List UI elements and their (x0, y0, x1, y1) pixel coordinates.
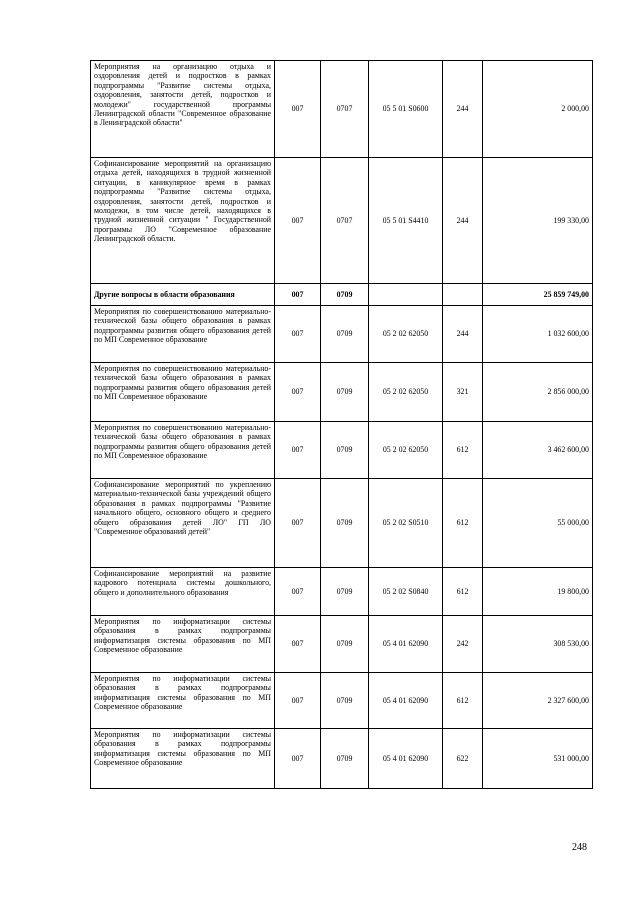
cell-expense-type: 612 (443, 568, 483, 616)
cell-amount: 199 330,00 (483, 158, 593, 284)
cell-target-code: 05 4 01 62090 (369, 673, 443, 729)
cell-description: Мероприятия по совершенствованию материально-технической базы общего образования в рамках подпрограммы развития общего образования детей по МП Современное образование (91, 363, 275, 422)
cell-grbs: 007 (275, 729, 321, 789)
cell-description: Мероприятия на организацию отдыха и оздоровления детей и подростков в рамках подпрограммы "Развитие системы отдыха, оздоровления, занятости детей, подростков и молодежи" государственной программы Ленинградской области "Современное образование в Ленинградской области" (91, 61, 275, 158)
cell-target-code: 05 2 02 S0510 (369, 479, 443, 568)
cell-description: Софинансирование мероприятий на развитие кадрового потенциала системы дошкольного, общего и дополнительного образования (91, 568, 275, 616)
table-row (91, 729, 593, 789)
cell-expense-type: 242 (443, 616, 483, 673)
cell-amount: 2 000,00 (483, 61, 593, 158)
cell-expense-type: 612 (443, 479, 483, 568)
cell-section-code: 0707 (321, 158, 369, 284)
cell-target-code: 05 2 02 62050 (369, 363, 443, 422)
table-row (91, 306, 593, 363)
cell-section-code: 0709 (321, 616, 369, 673)
cell-amount: 2 856 000,00 (483, 363, 593, 422)
cell-description: Мероприятия по совершенствованию материально-технической базы общего образования в рамках подпрограммы развития общего образования детей по МП Современное образование (91, 422, 275, 479)
cell-target-code: 05 5 01 S4410 (369, 158, 443, 284)
cell-section-code: 0709 (321, 284, 369, 306)
cell-grbs: 007 (275, 616, 321, 673)
cell-grbs: 007 (275, 284, 321, 306)
cell-expense-type: 321 (443, 363, 483, 422)
table-row (91, 422, 593, 479)
cell-amount: 3 462 600,00 (483, 422, 593, 479)
cell-grbs: 007 (275, 306, 321, 363)
cell-section-code: 0709 (321, 568, 369, 616)
table-body (91, 61, 593, 789)
cell-grbs: 007 (275, 61, 321, 158)
cell-target-code: 05 5 01 S0600 (369, 61, 443, 158)
cell-expense-type: 612 (443, 422, 483, 479)
table-row (91, 61, 593, 158)
table-row (91, 363, 593, 422)
cell-grbs: 007 (275, 568, 321, 616)
cell-amount: 2 327 600,00 (483, 673, 593, 729)
table-row (91, 673, 593, 729)
cell-target-code: 05 4 01 62090 (369, 616, 443, 673)
cell-section-code: 0709 (321, 729, 369, 789)
table-row (91, 568, 593, 616)
cell-target-code: 05 2 02 S0840 (369, 568, 443, 616)
cell-target-code: 05 2 02 62050 (369, 422, 443, 479)
cell-description: Мероприятия по совершенствованию материально-технической базы общего образования в рамках подпрограммы развития общего образования детей по МП Современное образование (91, 306, 275, 363)
cell-amount: 531 000,00 (483, 729, 593, 789)
cell-description: Мероприятия по информатизации системы образования в рамках подпрограммы информатизация системы образования по МП Современное образование (91, 673, 275, 729)
cell-section-code: 0709 (321, 479, 369, 568)
cell-grbs: 007 (275, 158, 321, 284)
cell-section-code: 0707 (321, 61, 369, 158)
table-row (91, 158, 593, 284)
cell-grbs: 007 (275, 673, 321, 729)
cell-amount: 25 859 749,00 (483, 284, 593, 306)
cell-description: Софинансирование мероприятий по укреплению материально-технической базы учреждений общего образования в рамках подпрограммы "Развитие начального общего, основного общего и среднего общего образования детей ЛО" ГП ЛО "Современное образований детей" (91, 479, 275, 568)
cell-amount: 308 530,00 (483, 616, 593, 673)
cell-description: Мероприятия по информатизации системы образования в рамках подпрограммы информатизация системы образования по МП Современное образование (91, 616, 275, 673)
table-row-section (91, 284, 593, 306)
cell-expense-type: 622 (443, 729, 483, 789)
cell-description: Другие вопросы в области образования (91, 284, 275, 306)
cell-grbs: 007 (275, 363, 321, 422)
cell-target-code: 05 4 01 62090 (369, 729, 443, 789)
cell-description: Софинансирование мероприятий на организацию отдыха детей, находящихся в трудной жизненной ситуации, в каникулярное время в рамках подпрограммы "Развитие системы отдыха, оздоровления, занятости детей, подростков и молодежи, в том числе детей, находящихся в трудной жизненной ситуации " Государственной программы ЛО "Современное образование Ленинградской области. (91, 158, 275, 284)
cell-expense-type: 612 (443, 673, 483, 729)
cell-section-code: 0709 (321, 363, 369, 422)
cell-amount: 1 032 600,00 (483, 306, 593, 363)
table-row (91, 479, 593, 568)
page-number: 248 (572, 842, 587, 853)
cell-grbs: 007 (275, 422, 321, 479)
cell-section-code: 0709 (321, 306, 369, 363)
cell-section-code: 0709 (321, 422, 369, 479)
cell-amount: 55 000,00 (483, 479, 593, 568)
cell-expense-type (443, 284, 483, 306)
cell-expense-type: 244 (443, 61, 483, 158)
cell-expense-type: 244 (443, 158, 483, 284)
cell-grbs: 007 (275, 479, 321, 568)
budget-table (90, 60, 593, 789)
cell-section-code: 0709 (321, 673, 369, 729)
cell-description: Мероприятия по информатизации системы образования в рамках подпрограммы информатизация системы образования по МП Современное образование (91, 729, 275, 789)
cell-expense-type: 244 (443, 306, 483, 363)
table-row (91, 616, 593, 673)
cell-amount: 19 800,00 (483, 568, 593, 616)
cell-target-code: 05 2 02 62050 (369, 306, 443, 363)
cell-target-code (369, 284, 443, 306)
